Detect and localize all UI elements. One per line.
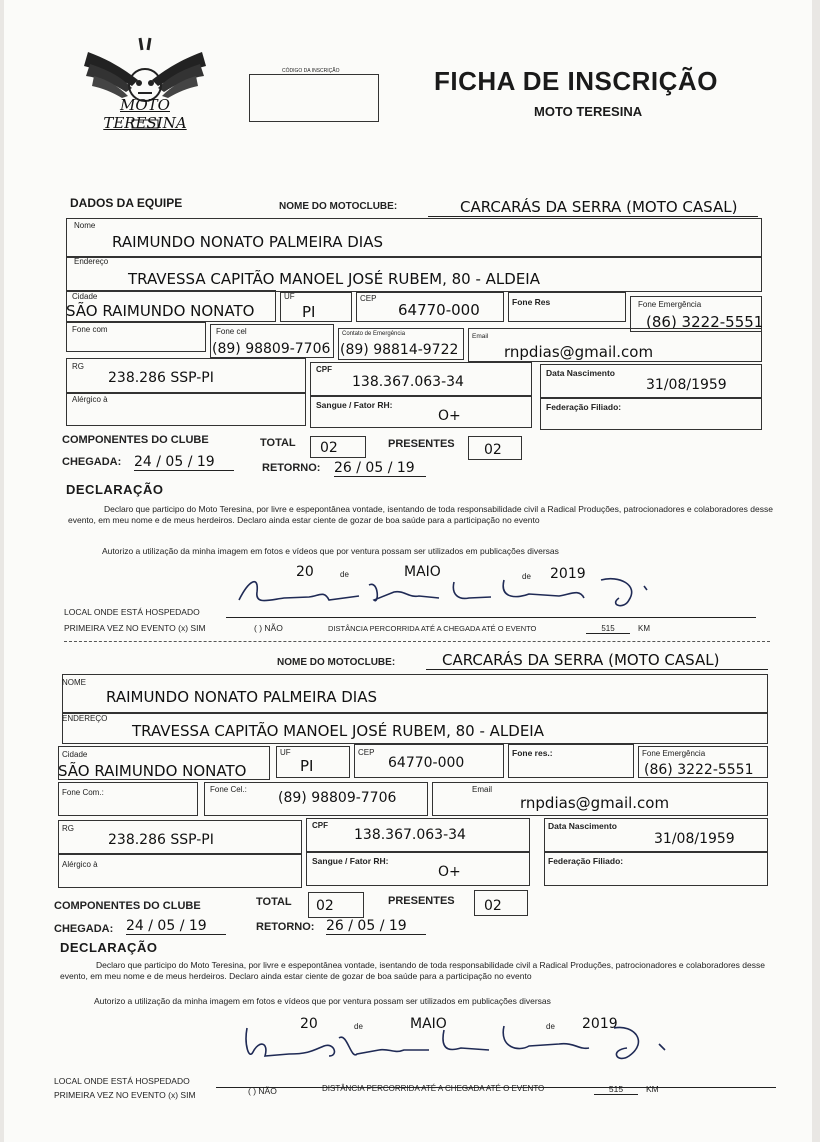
data-nascimento-label-2: Data Nascimento [548, 821, 617, 831]
sangue-label: Sangue / Fator RH: [316, 400, 393, 410]
motoclube-label: NOME DO MOTOCLUBE: [279, 201, 398, 212]
cep-value: 64770-000 [398, 301, 480, 319]
page-subtitle: MOTO TERESINA [534, 104, 643, 119]
chegada-label: CHEGADA: [62, 456, 122, 468]
federacao-label: Federação Filiado: [546, 402, 622, 412]
declaracao-text: Declaro que participo do Moto Teresina, por livre e espepontânea vontade, isentando de toda responsabilidade civil a Radical Produções, patrocionadores e colaboradores desse evento, em meu nome e de meus herdeiros. Declaro ainda estar ciente de gozar de boa saúde para a participação no evento [68, 504, 773, 525]
email-value: rnpdias@gmail.com [504, 343, 654, 361]
endereco-label: Endereço [74, 257, 109, 266]
nao-label: ( ) NÃO [254, 623, 283, 633]
chegada-label-2: CHEGADA: [54, 923, 114, 935]
cep-label-2: CEP [358, 748, 375, 757]
cidade-value: SÃO RAIMUNDO NONATO [66, 302, 255, 320]
fone-cel-label-2: Fone Cel.: [210, 785, 247, 794]
retorno-label-2: RETORNO: [256, 921, 315, 933]
federacao-label-2: Federação Filiado: [548, 856, 624, 866]
code-box[interactable] [249, 74, 379, 122]
km-label: KM [638, 624, 650, 633]
cut-line [64, 641, 770, 642]
autorizacao-text: Autorizo a utilização da minha imagem em fotos e vídeos que por ventura possam ser utilizados em publicações diversas [102, 546, 559, 556]
fone-res-label-2: Fone res.: [512, 748, 553, 758]
presentes-label: PRESENTES [388, 438, 455, 450]
endereco-value-2: TRAVESSA CAPITÃO MANOEL JOSÉ RUBEM, 80 - ALDEIA [132, 722, 544, 740]
total-value: 02 [320, 440, 338, 456]
retorno-value[interactable]: 26 / 05 / 19 [334, 460, 426, 477]
distancia-value-2[interactable]: 515 [594, 1084, 638, 1095]
chegada-value[interactable]: 24 / 05 / 19 [134, 454, 234, 471]
alergico-label: Alérgico à [72, 395, 108, 404]
retorno-value-2[interactable]: 26 / 05 / 19 [326, 918, 426, 935]
fone-com-label: Fone com [72, 325, 108, 334]
fone-res-label: Fone Res [512, 297, 551, 307]
rg-value-2: 238.286 SSP-PI [108, 832, 214, 848]
componentes-label: COMPONENTES DO CLUBE [62, 434, 209, 446]
distancia-label-2: DISTÂNCIA PERCORRIDA ATÉ A CHEGADA ATÉ O EVENTO [322, 1084, 545, 1093]
signature-icon [229, 570, 669, 615]
distancia-label: DISTÂNCIA PERCORRIDA ATÉ A CHEGADA ATÉ O EVENTO [328, 624, 537, 633]
page-title: FICHA DE INSCRIÇÃO [434, 66, 718, 96]
endereco-value: TRAVESSA CAPITÃO MANOEL JOSÉ RUBEM, 80 - ALDEIA [128, 270, 540, 288]
uf-label: UF [284, 292, 295, 301]
fone-cel-label: Fone cel [216, 327, 247, 336]
data-nascimento-label: Data Nascimento [546, 368, 615, 378]
uf-value-2: PI [300, 757, 314, 775]
motoclube-field[interactable]: CARCARÁS DA SERRA (MOTO CASAL) [428, 198, 758, 217]
declaracao-title-2: DECLARAÇÃO [60, 940, 158, 955]
cpf-value: 138.367.063-34 [352, 374, 464, 390]
nome-value: RAIMUNDO NONATO PALMEIRA DIAS [112, 233, 383, 251]
signature-icon-2 [229, 1020, 679, 1072]
motoclube-label-2: NOME DO MOTOCLUBE: [277, 657, 396, 668]
sign-month: MAIO [404, 564, 441, 580]
sign-year-2: 2019 [582, 1016, 618, 1032]
email-value-2: rnpdias@gmail.com [520, 794, 670, 812]
sign-de-1: de [340, 570, 349, 579]
fone-cel-value-2: (89) 98809-7706 [278, 790, 397, 806]
componentes-label-2: COMPONENTES DO CLUBE [54, 900, 201, 912]
dados-equipe-label: DADOS DA EQUIPE [70, 196, 183, 210]
sign-day: 20 [296, 564, 314, 580]
declaracao-title: DECLARAÇÃO [66, 482, 164, 497]
total-label: TOTAL [260, 437, 296, 449]
sangue-value: O+ [438, 408, 461, 424]
fone-emergencia-label-2: Fone Emergência [642, 749, 706, 758]
total-value-2: 02 [316, 898, 334, 914]
km-label-2: KM [646, 1084, 659, 1094]
nome-value-2: RAIMUNDO NONATO PALMEIRA DIAS [106, 688, 377, 706]
endereco-label-2: ENDEREÇO [62, 714, 108, 723]
cep-value-2: 64770-000 [388, 755, 465, 771]
sangue-label-2: Sangue / Fator RH: [312, 856, 389, 866]
contato-emergencia-value: (89) 98814-9722 [340, 342, 459, 358]
data-nascimento-value-2: 31/08/1959 [654, 831, 735, 847]
local-hospedado-label: LOCAL ONDE ESTÁ HOSPEDADO [64, 607, 200, 617]
cep-label: CEP [360, 294, 377, 303]
primeira-vez-label-2: PRIMEIRA VEZ NO EVENTO (x) SIM [54, 1090, 196, 1100]
code-label: CÓDIGO DA INSCRIÇÃO [282, 68, 340, 74]
local-hospedado-label-2: LOCAL ONDE ESTÁ HOSPEDADO [54, 1076, 190, 1086]
moto-teresina-logo [80, 30, 210, 140]
registration-form-page [4, 0, 812, 1142]
fone-emergencia-label: Fone Emergência [638, 300, 702, 309]
presentes-value-2: 02 [484, 898, 502, 914]
total-label-2: TOTAL [256, 896, 292, 908]
nome-label: Nome [74, 221, 96, 230]
rg-label-2: RG [62, 824, 74, 833]
uf-label-2: UF [280, 748, 291, 757]
sign-day-2: 20 [300, 1016, 318, 1032]
alergico-label-2: Alérgico à [62, 860, 98, 869]
declaracao-text-2: Declaro que participo do Moto Teresina, por livre e espepontânea vontade, isentando de toda responsabilidade civil a Radical Produções, patrocionadores e colaboradores desse evento, em meu nome e de meus herdeiros. Declaro ainda estar ciente de gozar de boa saúde para a participação no evento [60, 960, 765, 981]
nome-label-2: NOME [62, 678, 86, 687]
cidade-value-2: SÃO RAIMUNDO NONATO [58, 762, 247, 780]
cpf-label-2: CPF [312, 821, 328, 830]
data-nascimento-value: 31/08/1959 [646, 377, 727, 393]
sign-year: 2019 [550, 566, 586, 582]
contato-emergencia-label: Contato de Emergência [342, 331, 406, 337]
sign-month-2: MAIO [410, 1016, 447, 1032]
presentes-label-2: PRESENTES [388, 895, 455, 907]
autorizacao-text-2: Autorizo a utilização da minha imagem em fotos e vídeos que por ventura possam ser utilizados em publicações diversas [94, 996, 551, 1006]
motoclube-field-2[interactable]: CARCARÁS DA SERRA (MOTO CASAL) [426, 651, 768, 670]
fone-com-label-2: Fone Com.: [62, 788, 104, 797]
chegada-value-2[interactable]: 24 / 05 / 19 [126, 918, 226, 935]
sangue-value-2: O+ [438, 864, 461, 880]
fone-emergencia-value: (86) 3222-5551 [646, 313, 764, 331]
cpf-value-2: 138.367.063-34 [354, 827, 466, 843]
total-field-box[interactable] [310, 436, 366, 458]
presentes-value: 02 [484, 442, 502, 458]
rg-label: RG [72, 362, 84, 371]
distancia-value[interactable]: 515 [586, 624, 630, 634]
email-label: Email [472, 333, 489, 340]
local-hospedado-field[interactable] [226, 616, 756, 618]
nao-label-2: ( ) NÃO [248, 1086, 277, 1096]
fone-cel-value: (89) 98809-7706 [212, 341, 331, 357]
primeira-vez-label: PRIMEIRA VEZ NO EVENTO (x) SIM [64, 623, 206, 633]
logo-text: MOTO TERESINA [103, 96, 187, 132]
sign-de-3: de [354, 1022, 363, 1031]
cpf-label: CPF [316, 365, 332, 374]
fone-emergencia-value-2: (86) 3222-5551 [644, 762, 754, 778]
sign-de-4: de [546, 1022, 555, 1031]
email-label-2: Email [472, 785, 493, 794]
sign-de-2: de [522, 572, 531, 581]
rg-value: 238.286 SSP-PI [108, 370, 214, 386]
uf-value: PI [302, 303, 316, 321]
retorno-label: RETORNO: [262, 462, 321, 474]
cidade-label-2: Cidade [62, 750, 88, 759]
cidade-label: Cidade [72, 292, 98, 301]
